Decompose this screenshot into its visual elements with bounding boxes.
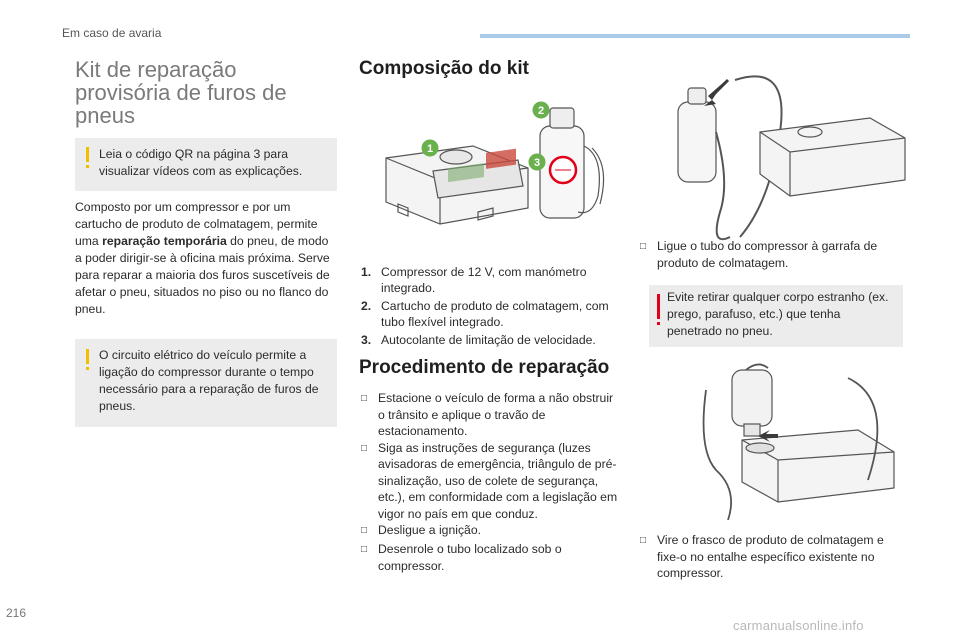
- page-title: Kit de reparação provisória de furos de pneus: [75, 57, 287, 128]
- list-item-number: 3.: [361, 333, 372, 347]
- connect-hose-illustration: [660, 62, 910, 252]
- qr-note-text: Leia o código QR na página 3 para visualizar vídeos com as explicações.: [99, 147, 303, 178]
- kit-description-part2: do pneu, de modo a poder dirigir-se à oficina mais próxima. Serve para reparar a maioria dos furos suscetíveis de afetar o pneu, situados no piso ou no flanco do pneu.: [75, 234, 330, 316]
- list-item: [361, 390, 623, 440]
- procedure-heading: Procedimento de reparação: [359, 357, 610, 378]
- list-item: [361, 332, 623, 348]
- step-text: Desligue a ignição.: [378, 523, 481, 537]
- list-item: [640, 238, 902, 271]
- kit-items-list: [361, 264, 623, 350]
- list-item: [361, 264, 623, 296]
- callout-1-label: 1: [426, 143, 434, 155]
- checkbox-icon: □: [361, 442, 368, 454]
- circuit-note-text: O circuito elétrico do veículo permite a ligação do compressor durante o tempo necessário para a reparação de furos de pneus.: [99, 348, 319, 413]
- connect-step: [640, 238, 902, 271]
- list-item: [361, 298, 623, 330]
- list-item-text: Autocolante de limitação de velocidade.: [381, 333, 596, 347]
- checkbox-icon: □: [361, 525, 368, 536]
- step-text: Siga as instruções de segurança (luzes avisadoras de emergência, triângulo de pré-sinalização, uso de colete de segurança, etc.), em conformidade com a legislação em vigor no país em que conduz.: [378, 440, 618, 521]
- procedure-steps: [361, 390, 623, 540]
- callout-3: [529, 154, 546, 171]
- warning-icon: [657, 294, 660, 319]
- callout-3-label: 3: [533, 157, 541, 169]
- warning-note: [649, 285, 903, 347]
- list-item-text: Cartucho de produto de colmatagem, com tubo flexível integrado.: [381, 299, 609, 329]
- warning-icon-dot: [657, 322, 660, 325]
- speed-sticker: [550, 157, 576, 183]
- sealant-bottle: [678, 102, 716, 182]
- mount-step: [640, 532, 902, 582]
- watermark: carmanualsonline.info: [733, 618, 864, 633]
- step-text: Desenrole o tubo localizado sob o compressor.: [378, 542, 562, 573]
- info-icon-dot: [86, 367, 89, 370]
- list-item-number: 1.: [361, 265, 372, 279]
- qr-note: [75, 138, 337, 191]
- info-icon: [86, 147, 89, 162]
- step-text: Ligue o tubo do compressor à garrafa de produto de colmatagem.: [657, 239, 878, 270]
- page-number: 216: [6, 606, 27, 620]
- section-label: Em caso de avaria: [62, 26, 162, 40]
- compressor-hose: [716, 132, 730, 239]
- info-icon: [86, 349, 89, 364]
- warning-text: Evite retirar qualquer corpo estranho (ex. prego, parafuso, etc.) que tenha penetrado no pneu.: [667, 290, 889, 338]
- checkbox-icon: □: [640, 241, 647, 252]
- callout-1: [422, 140, 439, 157]
- mount-bottle-illustration: [698, 360, 898, 520]
- list-item: [361, 440, 623, 523]
- list-item-number: 2.: [361, 299, 372, 313]
- checkbox-icon: □: [640, 535, 647, 546]
- checkbox-icon: □: [361, 544, 368, 555]
- list-item-text: Compressor de 12 V, com manómetro integrado.: [381, 265, 587, 295]
- callout-2: [533, 102, 550, 119]
- checkbox-icon: □: [361, 393, 368, 404]
- kit-description-bold: reparação temporária: [102, 234, 227, 248]
- kit-heading: Composição do kit: [359, 58, 529, 79]
- sealant-bottle: [732, 370, 772, 426]
- step-text: Vire o frasco de produto de colmatagem e fixe-o no entalhe específico existente no compressor.: [657, 533, 884, 580]
- compressor-body: [760, 118, 905, 196]
- circuit-note: [75, 339, 337, 427]
- unroll-step: [361, 541, 623, 574]
- step-text: Estacione o veículo de forma a não obstruir o trânsito e aplique o travão de estacionamento.: [378, 391, 614, 438]
- list-item: [361, 541, 623, 574]
- header-rule: [480, 34, 910, 38]
- kit-illustration: [378, 96, 608, 256]
- list-item: [640, 532, 902, 582]
- kit-description-part1: Composto por um compressor e por um cartucho de produto de colmatagem, permite uma: [75, 200, 318, 248]
- list-item: [361, 522, 623, 540]
- callout-2-label: 2: [537, 105, 545, 117]
- kit-description: [75, 199, 337, 318]
- info-icon-dot: [86, 165, 89, 168]
